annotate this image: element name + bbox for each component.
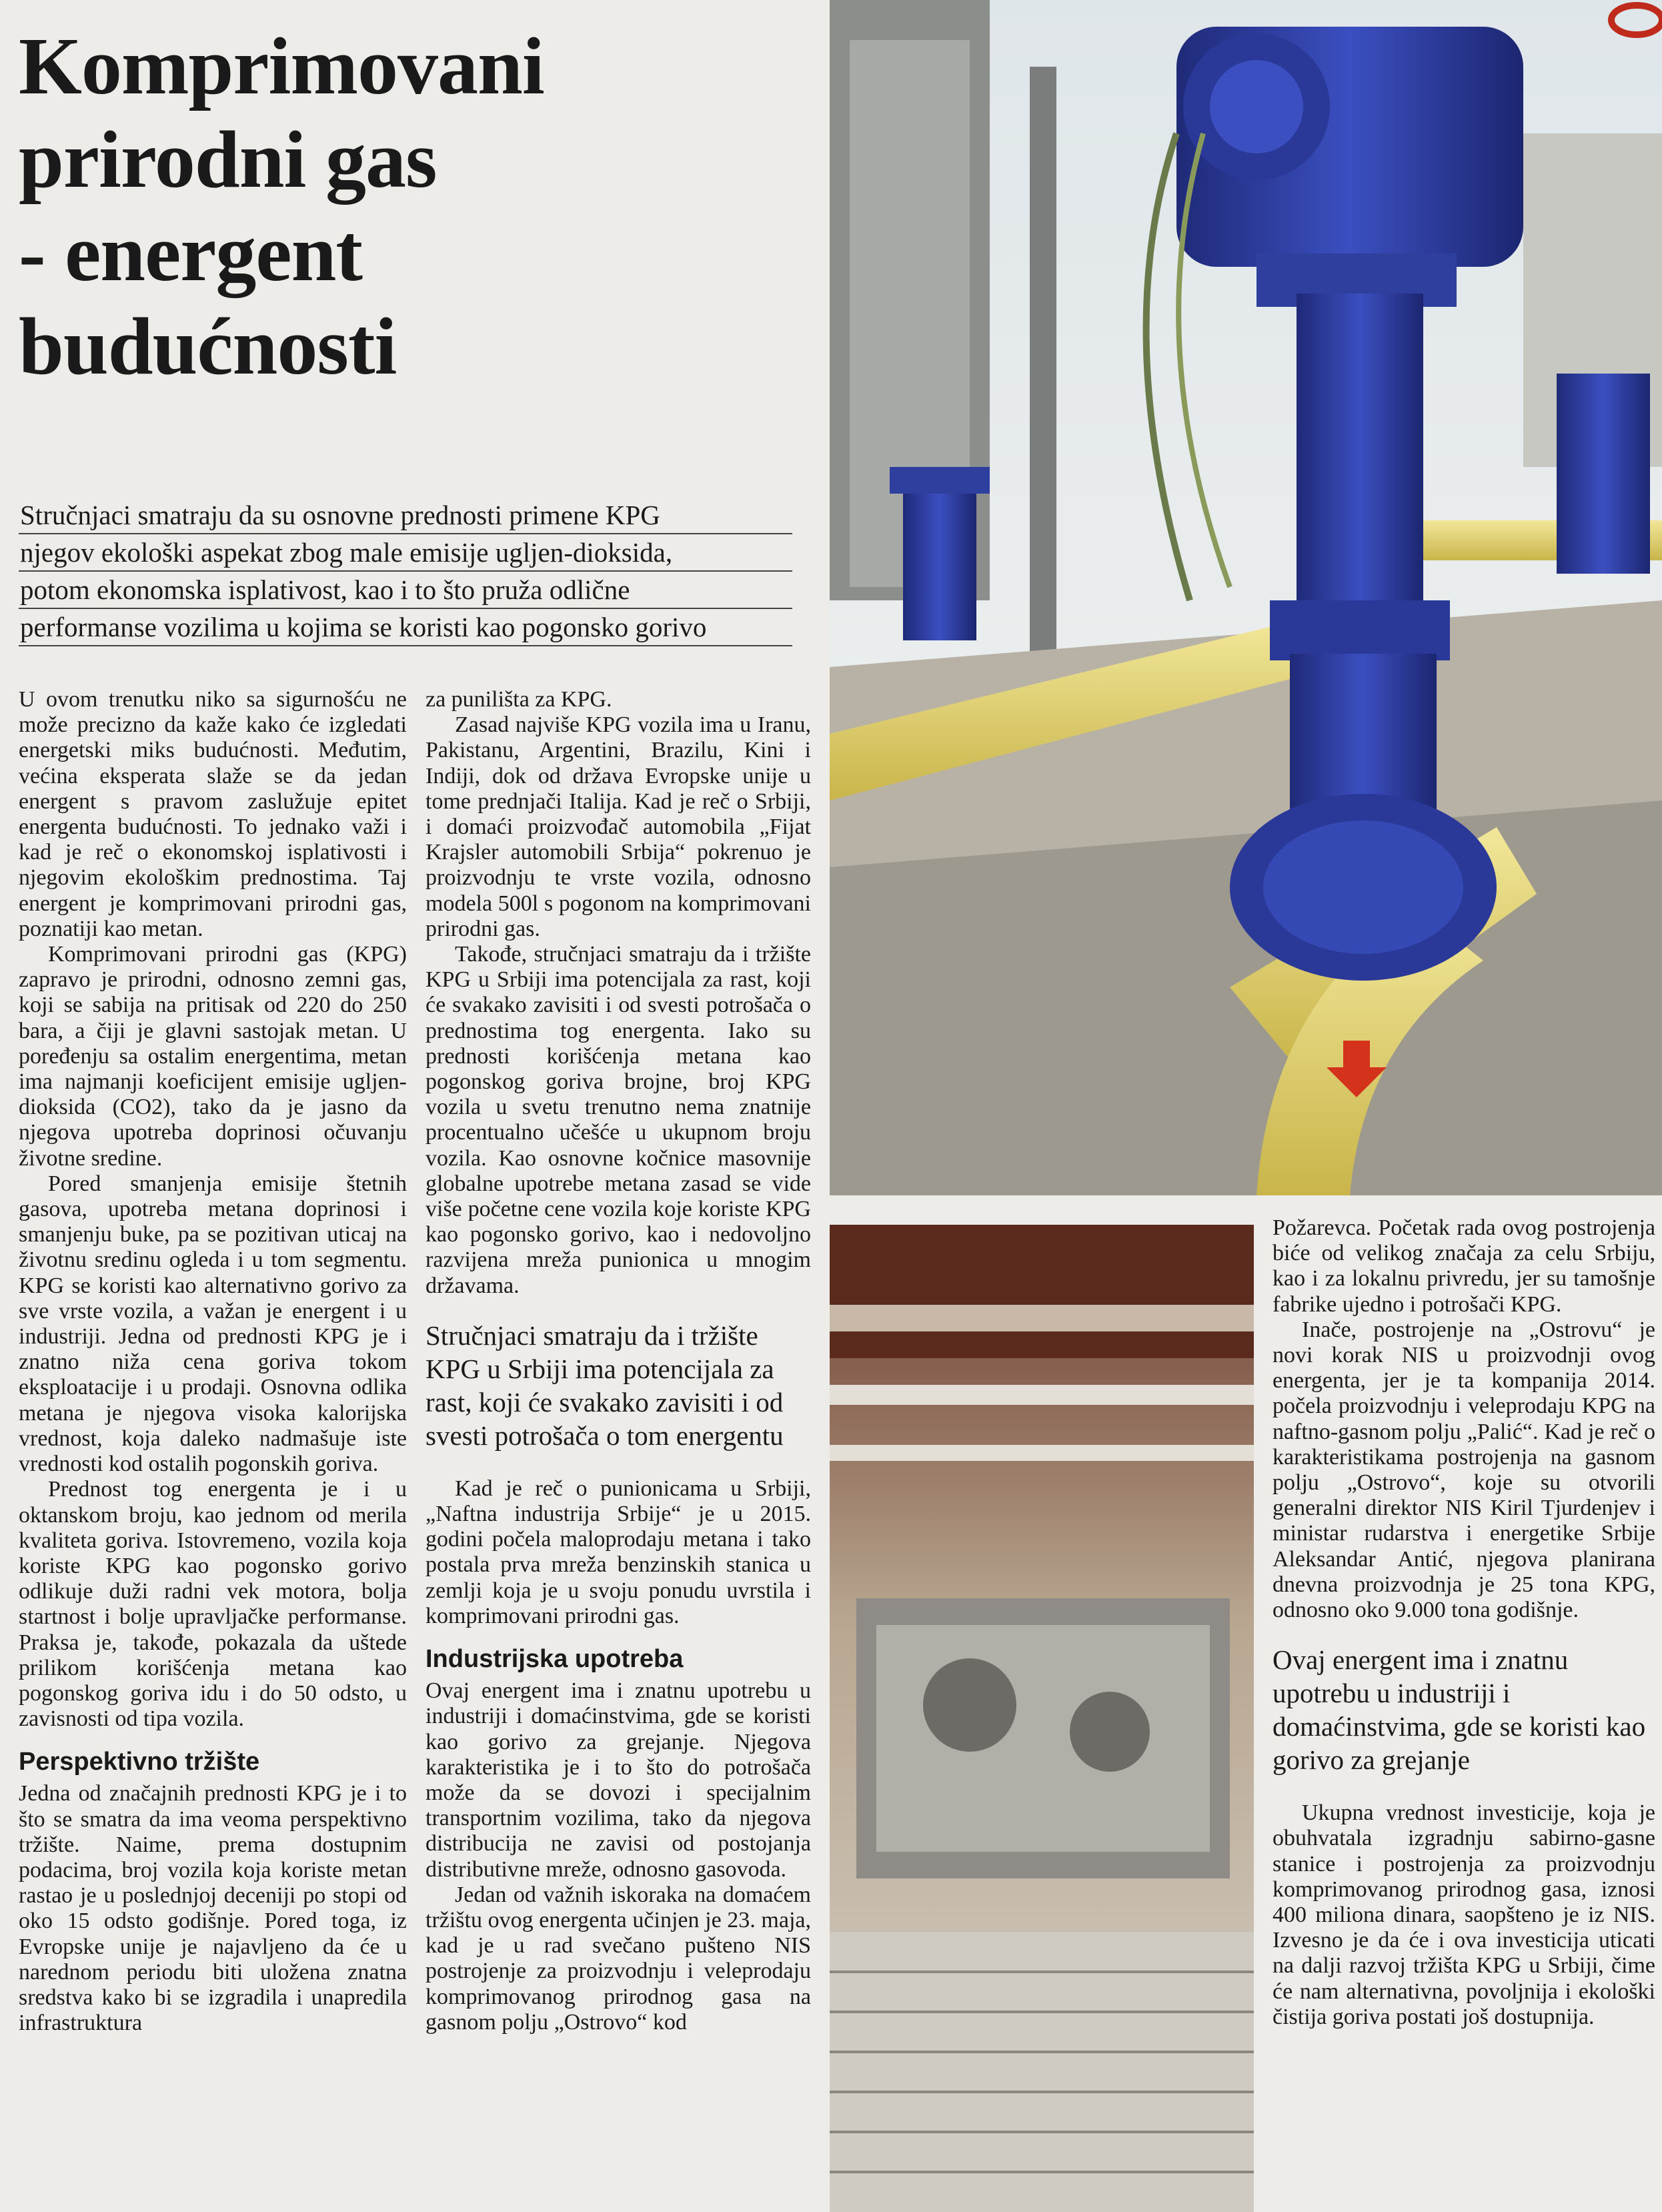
col1-paragraph-4: Prednost tog energenta je i u oktanskom broju, kao jednom od merila kvaliteta goriva. Istovremeno, vozila koja koriste KPG kao pogonsko gorivo odlikuje duži radni vek motora, bolja startnost i bolje upravljačke performanse. Praksa je, takođe, pokazala da uštede prilikom korišćenja metana kao pogonskog goriva idu i do 50 odsto, u zavisnosti od tipa vozila. [19,1477,407,1732]
headline-line-4: budućnosti [19,302,397,392]
col1-paragraph-5: Jedna od značajnih prednosti KPG je i to što se smatra da ima veoma perspektivno tržište. Naime, prema dostupnim podacima, broj vozila koja koriste metan rastao je u poslednjoj deceniji po stopi od oko 15 odsto godišnje. Pored toga, iz Evropske unije je najavljeno da će u narednom periodu biti uložena znatna sredstva kako bi se izgradila i unapredila infrastruktura [19,1781,407,2036]
column-2 [426,687,811,2035]
col2-paragraph-2: Takođe, stručnjaci smatraju da i tržište KPG u Srbiji ima potencijala za rast, koji će svakako zavisiti i od svesti potrošača o prednostima tog energenta. Iako su prednosti korišćenja metana kao pogonskog goriva brojne, broj KPG vozila u svetu trenutno nema znatnije procentualno učešće u ukupnom broju vozila. Kao osnovne kočnice masovnije globalne upotrebe metana zasad se vide više početne cene vozila koje koriste KPG kao pogonsko gorivo, kao i nedovoljno razvijena mreža punionica u mnogim državama. [426,942,811,1298]
col1-paragraph-3: Pored smanjenja emisije štetnih gasova, upotreba metana doprinosi i smanjenju buke, pa se pozitivan uticaj na životnu sredinu ogleda i u tom segmentu. KPG se koristi kao alternativno gorivo za sve vrste vozila, a važan je energent i u industriji. Jedna od prednosti KPG je i znatno niža cena goriva tokom eksploatacije i u prodaji. Osnovna odlika metana je njegova visoka kalorijska vrednost, koja daleko nadmašuje iste vrednosti kod ostalih pogonskih goriva. [19,1171,407,1477]
pull-quote-1: Stručnjaci smatraju da i tržište KPG u Srbiji ima potencijala za rast, koji će svakako zavisiti i od svesti potrošača o tom energentu [426,1319,784,1451]
col1-paragraph-1: U ovom trenutku niko sa sigurnošću ne može precizno da kaže kako će izgledati energetski miks budućnosti. Međutim, većina eksperata slaže se da jedan energent s pravom zaslužuje epitet energenta budućnosti. To jednako važi i kad je reč o ekonomskoj isplativosti i njegovim ekološkim prednostima. Taj energent je komprimovani prirodni gas, poznatiji kao metan. [19,687,407,941]
lead-line-1: Stručnjaci smatraju da su osnovne prednosti primene KPG [19,497,792,534]
column-3 [1273,1215,1655,2030]
subhead-perspektivno: Perspektivno tržište [19,1748,260,1776]
headline-line-2: prirodni gas [19,115,437,205]
column-1 [19,687,407,2036]
headline [19,20,806,394]
pull-quote-2: Ovaj energent ima i znatnu upotrebu u industriji i domaćinstvima, gde se koristi kao gorivo za grejanje [1273,1644,1646,1776]
lead-line-2: njegov ekološki aspekat zbog male emisije ugljen-dioksida, [19,534,792,572]
col3-paragraph-0: Požarevca. Početak rada ovog postrojenja biće od velikog značaja za celu Srbiju, kao i za lokalnu privredu, jer su tamošnje fabrike ujedno i potrošači KPG. [1273,1215,1655,1317]
photo-gas-valves [830,0,1662,1195]
col2-paragraph-4: Ovaj energent ima i znatnu upotrebu u industriji i domaćinstvima, gde se koristi kao gorivo za grejanje. Njegova karakteristika je i to što do potrošača može da se dovozi i specijalnim transportnim vozilima, tako da njegova distribucija ne zavisi od postojanja distributivne mreže, odnosno gasovoda. [426,1678,811,1882]
col1-paragraph-2: Komprimovani prirodni gas (KPG) zapravo je prirodni, odnosno zemni gas, koji se sabija na pritisak od 220 do 250 bara, a čiji je glavni sastojak metan. U poređenju sa ostalim energentima, metan ima najmanji koeficijent emisije ugljen-dioksida (CO2), tako da je jasno da njegova upotreba doprinosi očuvanju životne sredine. [19,942,407,1171]
headline-line-3: - energent [19,208,363,298]
col2-paragraph-3: Kad je reč o punionicama u Srbiji, „Naftna industrija Srbije“ je u 2015. godini počela maloprodaju metana i tako postala prva mreža benzinskih stanica u zemlji koja je u svoju ponudu uvrstila i komprimovani prirodni gas. [426,1476,811,1628]
photo-compressor [830,1225,1254,2212]
col2-paragraph-0: za punilišta za KPG. [426,687,612,712]
col2-paragraph-5: Jedan od važnih iskoraka na domaćem tržištu ovog energenta učinjen je 23. maja, kad je u rad svečano pušteno NIS postrojenje za proizvodnju i veleprodaju komprimovanog prirodnog gasa na gasnom polju „Ostrovo“ kod [426,1882,811,2035]
lead-line-3: potom ekonomska isplativost, kao i to što pruža odlične [19,572,792,609]
lead-paragraph [19,497,792,646]
lead-line-4: performanse vozilima u kojima se koristi kao pogonsko gorivo [19,609,792,646]
col2-paragraph-1: Zasad najviše KPG vozila ima u Iranu, Pakistanu, Argentini, Brazilu, Kini i Indiji, dok od država Evropske unije u tome prednjači Italija. Kad je reč o Srbiji, i domaći proizvođač automobila „Fijat Krajsler automobili Srbija“ pokrenuo je proizvodnju te vrste vozila, odnosno modela 500l s pogonom na komprimovani prirodni gas. [426,712,811,941]
col3-paragraph-1: Inače, postrojenje na „Ostrovu“ je novi korak NIS u proizvodnji ovog energenta, jer je ta kompanija 2014. počela proizvodnju i veleprodaju KPG na naftno-gasnom polju „Palić“. Kad je reč o karakteristikama postrojenja na gasnom polju „Ostrovo“, koje su otvorili generalni direktor NIS Kiril Tjurdenjev i ministar rudarstva i energetike Srbije Aleksandar Antić, njegova planirana dnevna proizvodnja je 25 tona KPG, odnosno oko 9.000 tona godišnje. [1273,1317,1655,1623]
headline-line-1: Komprimovani [19,21,544,111]
col3-paragraph-2: Ukupna vrednost investicije, koja je obuhvatala izgradnju sabirno-gasne stanice i postrojenja za proizvodnju komprimovanog prirodnog gasa, iznosi 400 miliona dinara, saopšteno je iz NIS. Izvesno je da će i ova investicija uticati na dalji razvoj tržišta KPG u Srbiji, čime će nam alternativna, povoljnija i ekološki čistija goriva postati još dostupnija. [1273,1800,1655,2029]
subhead-industrijska: Industrijska upotreba [426,1645,684,1674]
